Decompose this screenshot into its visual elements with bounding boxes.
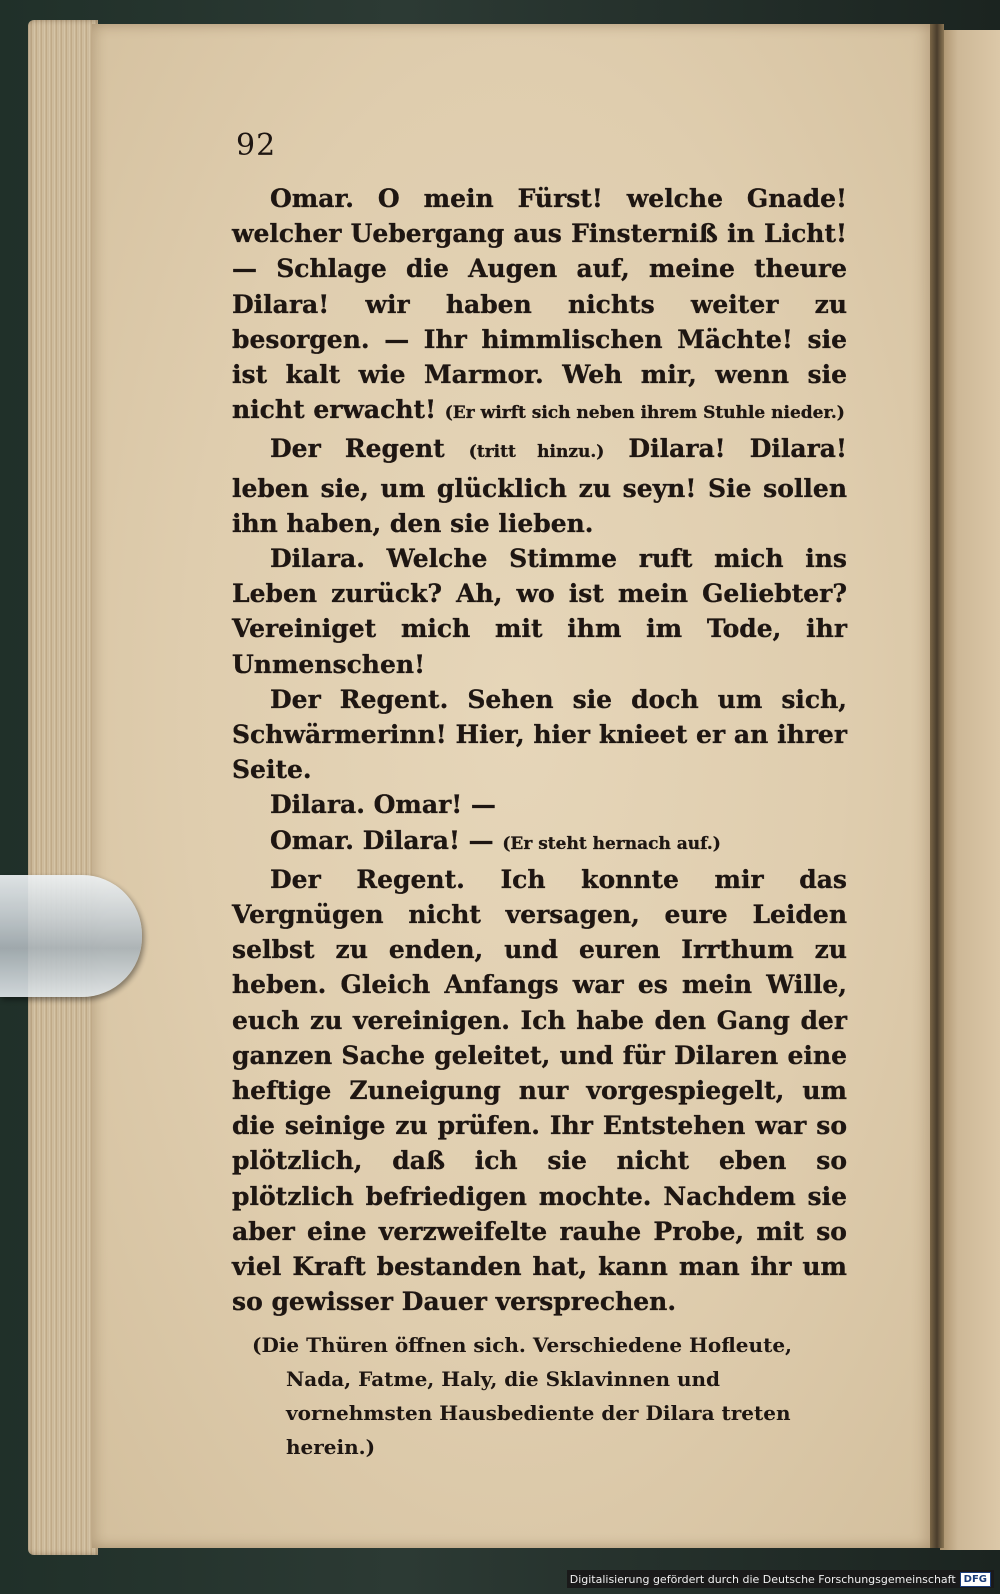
facing-page-edge bbox=[940, 30, 1000, 1550]
digitization-footer bbox=[567, 1570, 994, 1588]
footer-credit: Digitalisierung gefördert durch die Deutsche Forschungsgemeinschaft bbox=[569, 1572, 956, 1586]
speaker-name: Der Regent bbox=[270, 434, 445, 464]
paragraph-text: Dilara. Omar! — bbox=[270, 790, 496, 820]
book-gutter bbox=[930, 24, 944, 1548]
page-number: 92 bbox=[236, 128, 277, 163]
paragraph-text: Omar. Dilara! — bbox=[270, 825, 494, 855]
paragraph-text: Dilara. Welche Stimme ruft mich ins Leben zurück? Ah, wo ist mein Geliebter? Vereiniget mich mit ihm im Tode, ihr Unmenschen! bbox=[232, 544, 847, 679]
stage-direction: (Er wirft sich neben ihrem Stuhle nieder.) bbox=[444, 403, 845, 424]
page-edges bbox=[28, 20, 98, 1555]
page-text bbox=[232, 128, 847, 1464]
page-clip bbox=[0, 875, 142, 997]
closing-stage-direction: (Die Thüren öffnen sich. Verschiedene Hofleute, Nada, Fatme, Haly, die Sklavinnen und vornehmsten Hausbediente der Dilara treten herein.) bbox=[252, 1332, 792, 1459]
paragraph-text: Dilara! Dilara! leben sie, um glücklich zu seyn! Sie sollen ihn haben, den sie lieben. bbox=[232, 434, 847, 538]
paragraph-regent-1 bbox=[232, 431, 847, 541]
stage-direction: (Er steht hernach auf.) bbox=[502, 833, 721, 854]
dfg-logo-icon: DFG bbox=[960, 1572, 991, 1587]
paragraph-regent-3 bbox=[232, 862, 847, 1320]
paragraph-dilara-1 bbox=[232, 541, 847, 682]
paragraph-text: Der Regent. Ich konnte mir das Vergnügen nicht versagen, eure Leiden selbst zu enden, und euren Irrthum zu heben. Gleich Anfangs war es mein Wille, euch zu vereinigen. Ich habe den Gang der ganzen Sache geleitet, und für Dilaren eine heftige Zuneigung nur vorgespiegelt, um die seinige zu prüfen. Ihr Entstehen war so plötzlich, daß ich sie nicht eben so plötzlich befriedigen mochte. Nachdem sie aber eine verzweifelte rauhe Probe, mit so viel Kraft bestanden hat, kann man ihr um so gewisser Dauer versprechen. bbox=[232, 864, 847, 1317]
paragraph-dilara-2 bbox=[232, 787, 847, 822]
paragraph-text: Omar. O mein Fürst! welche Gnade! welcher Uebergang aus Finsterniß in Licht! — Schlage die Augen auf, meine theure Dilara! wir haben nichts weiter zu besorgen. — Ihr himmlischen Mächte! sie ist kalt wie Marmor. Weh mir, wenn sie nicht erwacht! bbox=[232, 184, 847, 425]
paragraph-text: Der Regent. Sehen sie doch um sich, Schwärmerinn! Hier, hier knieet er an ihrer Seite. bbox=[232, 684, 847, 785]
paragraph-omar-2 bbox=[232, 823, 847, 862]
stage-direction: (tritt hinzu.) bbox=[468, 442, 605, 463]
paragraph-omar-1 bbox=[232, 181, 847, 431]
paragraph-regent-2 bbox=[232, 682, 847, 788]
